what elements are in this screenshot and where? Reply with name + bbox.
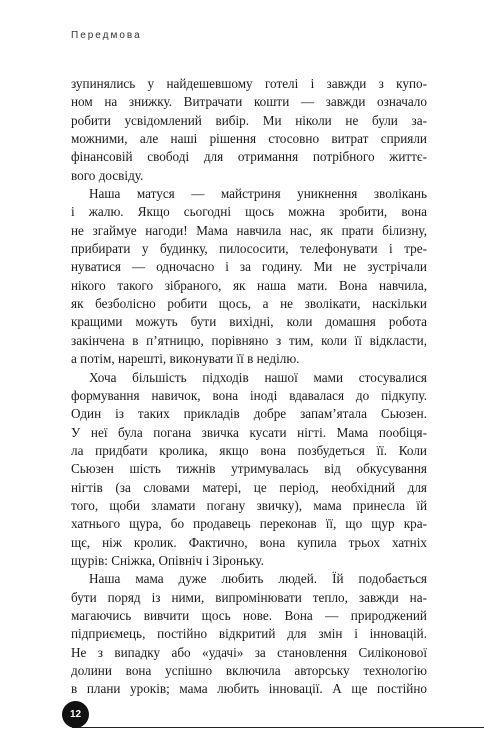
body-text — [71, 75, 427, 699]
text-line: Не з випадку або «удачі» за становлення Силіконової — [71, 644, 427, 660]
running-head: Передмова — [71, 30, 142, 41]
text-line: щє, ніж кролик. Фактично, вона купила трьох хатніх — [71, 534, 427, 550]
text-line: Хоча більшість підходів нашої мами стосувалися — [89, 369, 427, 385]
paragraph — [71, 185, 427, 368]
text-line: ном на знижку. Витрачати кошти — завжди означало — [71, 94, 427, 110]
text-line: У неї була погана звичка кусати нігті. Мама пообіця- — [71, 424, 427, 440]
paragraph — [71, 570, 427, 698]
text-line: ла придбати кролика, якщо вона позбудеться її. Коли — [71, 442, 427, 458]
text-line: Сьюзен шість тижнів утримувалась від обкусування — [71, 461, 427, 477]
text-line: закінчена в п’ятницю, порівняно з тим, коли її відкласти, — [71, 332, 427, 348]
text-line: нуватися — одночасно і за годину. Ми не зустрічали — [71, 259, 427, 275]
text-line: Наша мама дуже любить людей. Їй подобається — [89, 571, 427, 587]
text-line: в плани уроків; мама любить інновації. А ще постійно — [71, 681, 427, 697]
text-line: щурів: Сніжка, Опівніч і Зіроньку. — [71, 552, 264, 568]
text-line: кращими можуть бути вихідні, коли домашня робота — [71, 314, 427, 330]
text-line: Наша матуся — майстриня уникнення зволікань — [89, 186, 427, 202]
text-line: а потім, нарешті, виконувати її в неділю. — [71, 351, 300, 367]
text-line: хатнього щура, бо продавець переконав її, що щур кра- — [71, 516, 427, 532]
text-line: як безболісно робити щось, а не зволікати, наскільки — [71, 296, 427, 312]
text-line: фінансовій свободі для отримання потрібного життє- — [71, 149, 427, 165]
text-line: Один із таких прикладів добре запам’ятала Сьюзен. — [71, 406, 427, 422]
text-line: формування навичок, вона іноді вдавалася до підкупу. — [71, 387, 427, 403]
text-line: зупинялись у найдешевшому готелі і завжди з купо- — [71, 76, 427, 91]
text-line: нікого такого зібраного, як наша мати. Вона навчила, — [71, 277, 427, 293]
text-line: того, щоби зламати погану звичку), мама принесла їй — [71, 497, 427, 513]
text-line: підприємець, постійно відкритий для змін і інновацій. — [71, 626, 427, 642]
footer-rule — [72, 727, 484, 728]
text-line: можними, але наші рішення стосовно витрат сприяли — [71, 131, 427, 147]
text-line: вого досвіду. — [71, 167, 144, 183]
page-number-badge: 12 — [62, 701, 89, 728]
text-line: і жалю. Якщо сьогодні щось можна зробити, вона — [71, 204, 427, 220]
text-line: долини вона успішно включила авторську технологію — [71, 663, 427, 678]
paragraph — [71, 369, 427, 571]
text-line: прибирати у будинку, пилососити, телефонувати і тре- — [71, 241, 427, 257]
text-line: робити усвідомлений вибір. Ми ніколи не були за- — [71, 112, 427, 128]
text-line: нігтів (за словами матері, це період, необхідний для — [71, 479, 427, 495]
paragraph — [71, 75, 427, 185]
text-line: не згаймуе нагоди! Мама навчила нас, як прати білизну, — [71, 222, 427, 238]
text-line: бути поряд із ними, випромінювати тепло, завжди на- — [71, 589, 427, 605]
text-line: магаючись вивчити щось нове. Вона — природжений — [71, 607, 427, 623]
